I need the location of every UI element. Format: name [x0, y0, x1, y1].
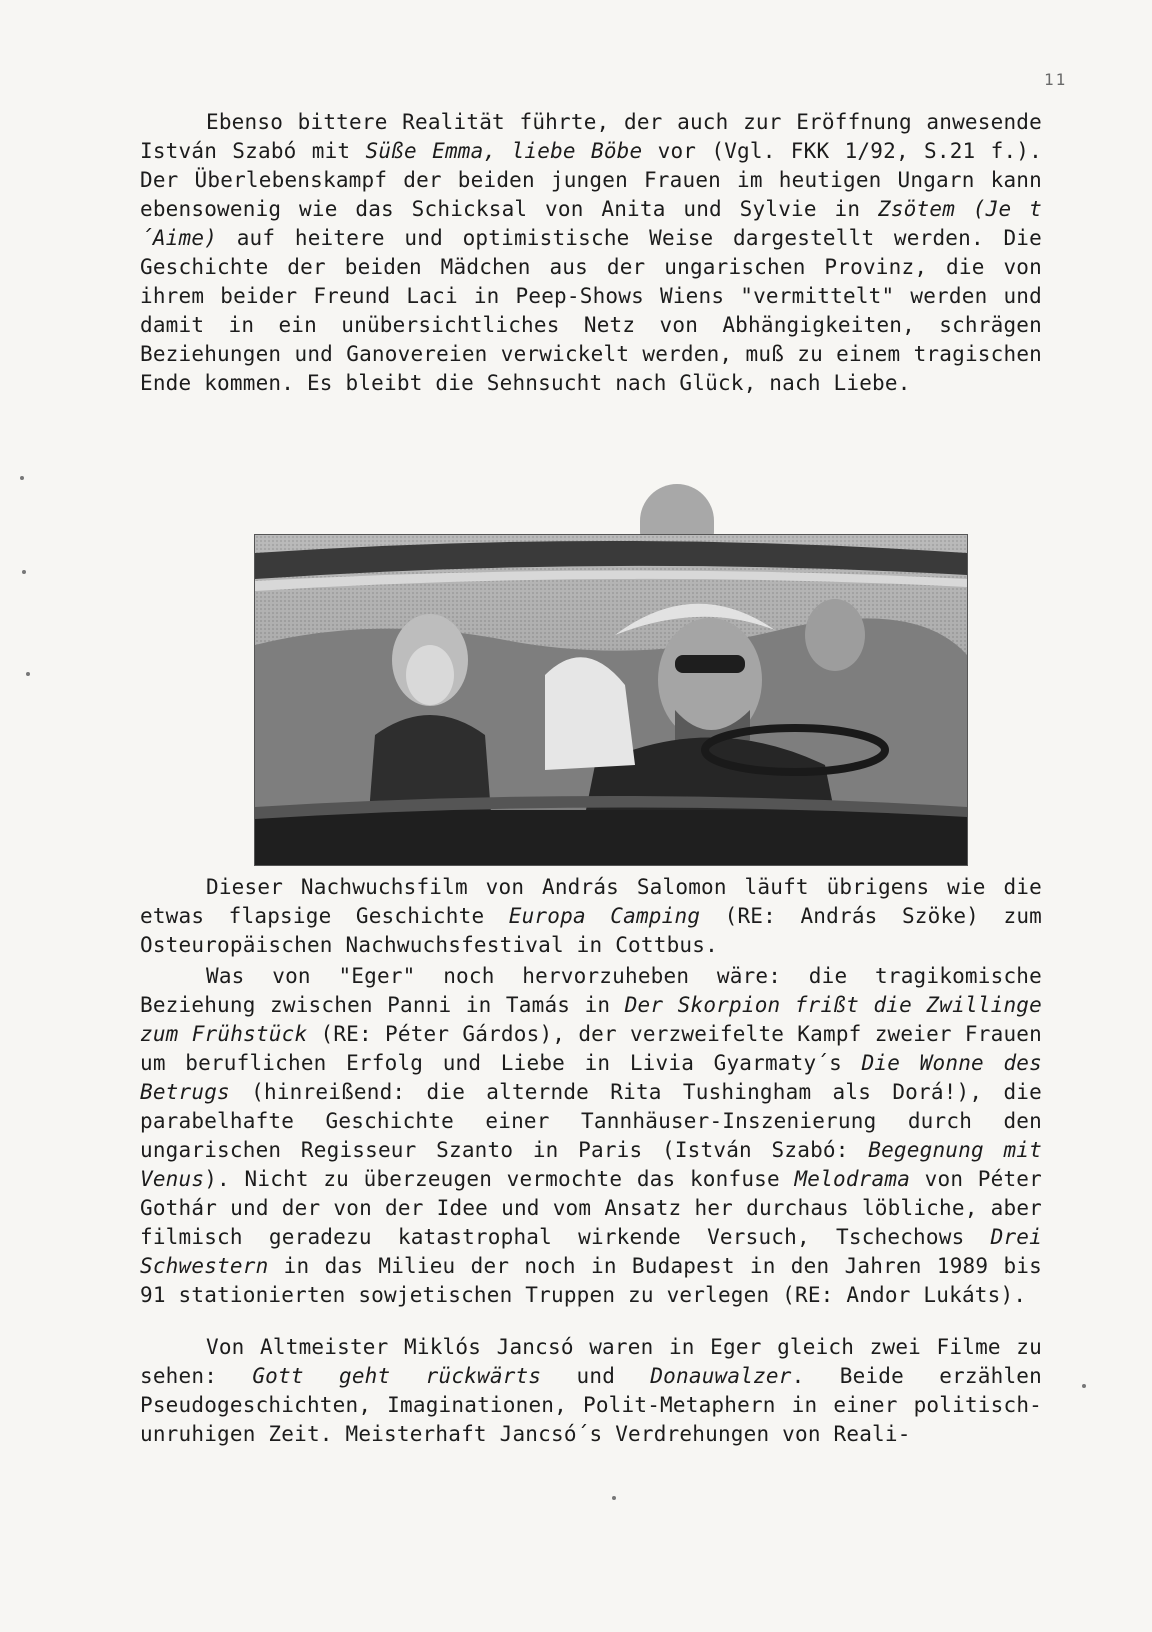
text-run: von Péter Gothár und der von der Idee und vom Ansatz her durchaus löbliche, aber filmisch geradezu katastrophal wirkende Versuch, Tschechows	[140, 1167, 1042, 1249]
film-title: Zsötem (Je t´Aime)	[140, 197, 1042, 250]
text-run: und	[541, 1364, 651, 1388]
text-run: . Beide erzählen Pseudogeschichten, Imaginationen, Polit-Metaphern in einer politisch-unruhigen Zeit. Meisterhaft Jancsó´s Verdrehungen von Reali-	[140, 1364, 1042, 1446]
film-title: Gott geht rückwärts	[252, 1364, 542, 1388]
scan-speck	[22, 570, 26, 574]
paragraph-1	[140, 108, 1042, 398]
paragraph-4	[140, 1333, 1042, 1449]
film-title: Süße Emma, liebe Böbe	[365, 139, 643, 163]
text-run: in das Milieu der noch in Budapest in den Jahren 1989 bis 91 stationierten sowjetischen Truppen zu verlegen (RE: Andor Lukáts).	[140, 1254, 1042, 1307]
text-run: auf heitere und optimistische Weise dargestellt werden. Die Geschichte der beiden Mädchen aus der ungarischen Provinz, die von ihrem beider Freund Laci in Peep-Shows Wiens "vermittelt" werden und damit in ein unübersichtliches Netz von Abhängigkeiten, schrägen Beziehungen und Ganovereien verwickelt werden, muß zu einem tragischen Ende kommen. Es bleibt die Sehnsucht nach Glück, nach Liebe.	[140, 226, 1042, 395]
paragraph-3	[140, 962, 1042, 1310]
scan-speck	[26, 672, 30, 676]
text-run: ). Nicht zu überzeugen vermochte das konfuse	[204, 1167, 795, 1191]
text-run: Dieser Nachwuchsfilm von András Salomon läuft übrigens wie die etwas flapsige Geschichte	[140, 875, 1042, 928]
text-run: (RE: András Szöke) zum Osteuropäischen Nachwuchsfestival in Cottbus.	[140, 904, 1042, 957]
text-run: (hinreißend: die alternde Rita Tushingham als Dorá!), die parabelhafte Geschichte einer Tannhäuser-Inszenierung durch den ungarischen Regisseur Szanto in Paris (István Szabó:	[140, 1080, 1042, 1162]
film-title: Melodrama	[794, 1167, 911, 1191]
page-number: 11	[1044, 70, 1068, 89]
text-run: Was von "Eger" noch hervorzuheben wäre: die tragikomische Beziehung zwischen Panni in Tamás in	[140, 964, 1042, 1017]
scan-speck	[20, 476, 24, 480]
scan-speck	[612, 1496, 616, 1500]
text-run: vor (Vgl. FKK 1/92, S.21 f.). Der Überlebenskampf der beiden jungen Frauen im heutigen Ungarn kann ebensowenig wie das Schicksal von Anita und Sylvie in	[140, 139, 1042, 221]
text-run: (RE: Péter Gárdos), der verzweifelte Kampf zweier Frauen um beruflichen Erfolg und Liebe in Livia Gyarmaty´s	[140, 1022, 1042, 1075]
film-title: Begegnung mit Venus	[140, 1138, 1042, 1191]
car-scene-illustration	[255, 535, 967, 865]
text-run: Ebenso bittere Realität führte, der auch zur Eröffnung anwesende István Szabó mit	[140, 110, 1042, 163]
film-title: Die Wonne des Betrugs	[140, 1051, 1042, 1104]
film-title: Drei Schwestern	[140, 1225, 1042, 1278]
film-still-photo	[254, 534, 968, 866]
film-title: Der Skorpion frißt die Zwillinge zum Frühstück	[140, 993, 1042, 1046]
film-title: Donauwalzer	[650, 1364, 792, 1388]
scan-speck	[1082, 1384, 1086, 1388]
paragraph-2	[140, 873, 1042, 960]
text-run: Von Altmeister Miklós Jancsó waren in Eger gleich zwei Filme zu sehen:	[140, 1335, 1042, 1388]
film-title: Europa Camping	[508, 904, 701, 928]
